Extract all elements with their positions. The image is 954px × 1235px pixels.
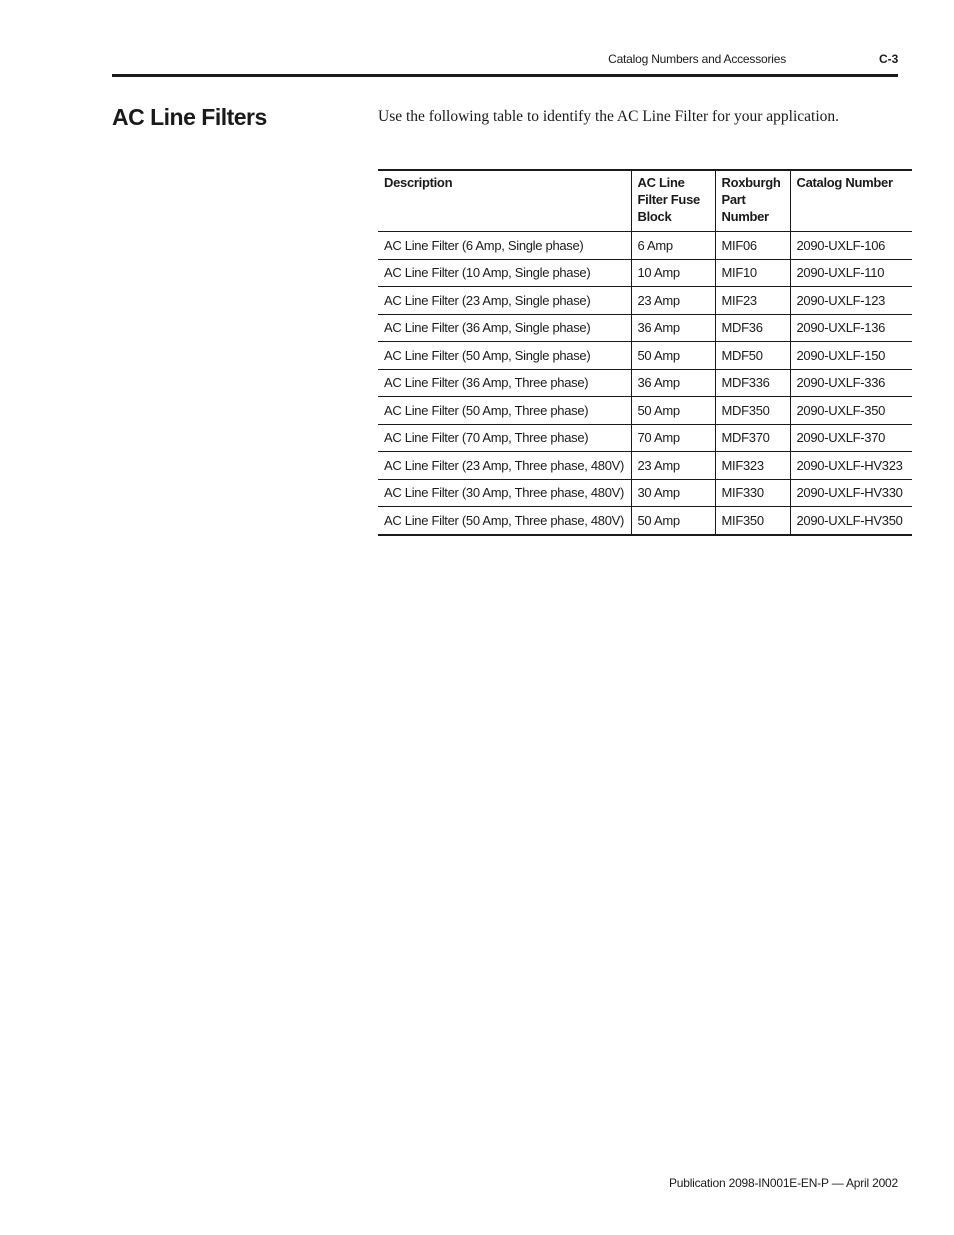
cell-roxburgh-part: MIF23 bbox=[715, 287, 790, 315]
cell-catalog-number: 2090-UXLF-HV330 bbox=[790, 479, 912, 507]
cell-catalog-number: 2090-UXLF-HV350 bbox=[790, 507, 912, 535]
cell-catalog-number: 2090-UXLF-150 bbox=[790, 342, 912, 370]
cell-fuse-block: 10 Amp bbox=[631, 259, 715, 287]
cell-description: AC Line Filter (36 Amp, Single phase) bbox=[378, 314, 631, 342]
cell-roxburgh-part: MDF370 bbox=[715, 424, 790, 452]
table-row bbox=[378, 479, 912, 507]
cell-description: AC Line Filter (23 Amp, Three phase, 480V) bbox=[378, 452, 631, 480]
cell-fuse-block: 36 Amp bbox=[631, 369, 715, 397]
cell-description: AC Line Filter (6 Amp, Single phase) bbox=[378, 232, 631, 260]
cell-roxburgh-part: MDF336 bbox=[715, 369, 790, 397]
cell-roxburgh-part: MIF10 bbox=[715, 259, 790, 287]
column-header-roxburgh-part: Roxburgh Part Number bbox=[715, 170, 790, 232]
cell-fuse-block: 50 Amp bbox=[631, 507, 715, 535]
table-row bbox=[378, 232, 912, 260]
table-row bbox=[378, 259, 912, 287]
ac-line-filters-table bbox=[378, 169, 912, 536]
table-row bbox=[378, 397, 912, 425]
table-row bbox=[378, 452, 912, 480]
cell-fuse-block: 6 Amp bbox=[631, 232, 715, 260]
cell-fuse-block: 36 Amp bbox=[631, 314, 715, 342]
table-row bbox=[378, 287, 912, 315]
cell-roxburgh-part: MIF06 bbox=[715, 232, 790, 260]
cell-catalog-number: 2090-UXLF-136 bbox=[790, 314, 912, 342]
cell-catalog-number: 2090-UXLF-336 bbox=[790, 369, 912, 397]
cell-roxburgh-part: MDF350 bbox=[715, 397, 790, 425]
cell-description: AC Line Filter (50 Amp, Single phase) bbox=[378, 342, 631, 370]
cell-roxburgh-part: MIF323 bbox=[715, 452, 790, 480]
cell-roxburgh-part: MDF36 bbox=[715, 314, 790, 342]
table-row bbox=[378, 314, 912, 342]
column-header-catalog-number: Catalog Number bbox=[790, 170, 912, 232]
cell-description: AC Line Filter (50 Amp, Three phase) bbox=[378, 397, 631, 425]
cell-fuse-block: 23 Amp bbox=[631, 452, 715, 480]
cell-catalog-number: 2090-UXLF-370 bbox=[790, 424, 912, 452]
cell-roxburgh-part: MIF330 bbox=[715, 479, 790, 507]
cell-roxburgh-part: MDF50 bbox=[715, 342, 790, 370]
cell-roxburgh-part: MIF350 bbox=[715, 507, 790, 535]
table-row bbox=[378, 342, 912, 370]
cell-fuse-block: 23 Amp bbox=[631, 287, 715, 315]
cell-catalog-number: 2090-UXLF-HV323 bbox=[790, 452, 912, 480]
cell-catalog-number: 2090-UXLF-350 bbox=[790, 397, 912, 425]
cell-catalog-number: 2090-UXLF-110 bbox=[790, 259, 912, 287]
cell-description: AC Line Filter (30 Amp, Three phase, 480V) bbox=[378, 479, 631, 507]
cell-fuse-block: 70 Amp bbox=[631, 424, 715, 452]
cell-catalog-number: 2090-UXLF-106 bbox=[790, 232, 912, 260]
cell-fuse-block: 50 Amp bbox=[631, 342, 715, 370]
cell-fuse-block: 30 Amp bbox=[631, 479, 715, 507]
table-row bbox=[378, 369, 912, 397]
intro-paragraph: Use the following table to identify the AC Line Filter for your application. bbox=[378, 108, 840, 125]
publication-footer: Publication 2098-IN001E-EN-P — April 2002 bbox=[668, 1176, 898, 1190]
page-number: C-3 bbox=[879, 52, 899, 66]
table-row bbox=[378, 424, 912, 452]
cell-description: AC Line Filter (50 Amp, Three phase, 480V) bbox=[378, 507, 631, 535]
cell-description: AC Line Filter (23 Amp, Single phase) bbox=[378, 287, 631, 315]
cell-fuse-block: 50 Amp bbox=[631, 397, 715, 425]
column-header-fuse-block: AC Line Filter Fuse Block bbox=[631, 170, 715, 232]
running-header-title: Catalog Numbers and Accessories bbox=[608, 52, 786, 66]
column-header-description: Description bbox=[384, 175, 453, 190]
cell-description: AC Line Filter (36 Amp, Three phase) bbox=[378, 369, 631, 397]
table-header-row bbox=[378, 170, 912, 232]
cell-description: AC Line Filter (10 Amp, Single phase) bbox=[378, 259, 631, 287]
section-title: AC Line Filters bbox=[112, 104, 267, 130]
cell-catalog-number: 2090-UXLF-123 bbox=[790, 287, 912, 315]
header-rule bbox=[112, 74, 898, 77]
cell-description: AC Line Filter (70 Amp, Three phase) bbox=[378, 424, 631, 452]
table-row bbox=[378, 507, 912, 535]
